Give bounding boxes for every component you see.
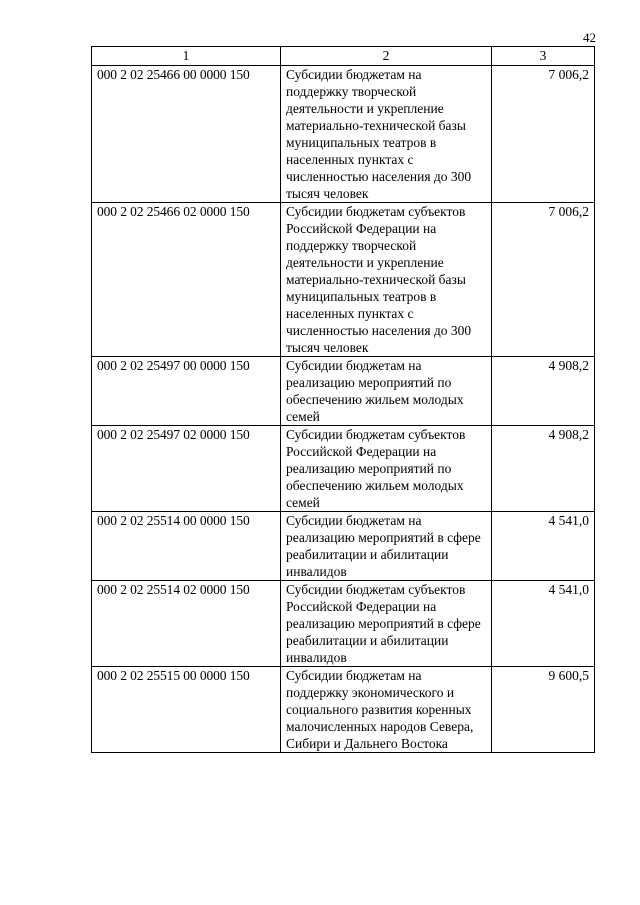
row-code: 000 2 02 25515 00 0000 150: [92, 667, 281, 753]
row-amount: 4 541,0: [492, 581, 595, 667]
row-code: 000 2 02 25466 02 0000 150: [92, 203, 281, 357]
row-name: Субсидии бюджетам субъектов Российской Федерации на реализацию мероприятий по обеспечению жильем молодых семей: [281, 426, 492, 512]
row-name: Субсидии бюджетам на поддержку экономического и социального развития коренных малочисленных народов Севера, Сибири и Дальнего Востока: [281, 667, 492, 753]
row-name: Субсидии бюджетам на реализацию мероприятий в сфере реабилитации и абилитации инвалидов: [281, 512, 492, 581]
row-amount: 4 908,2: [492, 426, 595, 512]
row-name: Субсидии бюджетам на реализацию мероприятий по обеспечению жильем молодых семей: [281, 357, 492, 426]
row-code: 000 2 02 25497 00 0000 150: [92, 357, 281, 426]
row-amount: 4 541,0: [492, 512, 595, 581]
table-header: [92, 47, 595, 66]
table-row: [92, 581, 595, 667]
row-code: 000 2 02 25514 02 0000 150: [92, 581, 281, 667]
page-number: 42: [583, 30, 596, 45]
row-amount: 7 006,2: [492, 66, 595, 203]
table-row: [92, 667, 595, 753]
table-row: [92, 426, 595, 512]
row-name: Субсидии бюджетам на поддержку творческой деятельности и укрепление материально-технической базы муниципальных театров в населенных пунктах с численностью населения до 300 тысяч человек: [281, 66, 492, 203]
table-body: [92, 66, 595, 753]
column-header-name: 2: [281, 47, 492, 66]
header-row: [92, 47, 595, 66]
table-row: [92, 66, 595, 203]
row-name: Субсидии бюджетам субъектов Российской Федерации на поддержку творческой деятельности и укрепление материально-технической базы муниципальных театров в населенных пунктах с численностью населения до 300 тысяч человек: [281, 203, 492, 357]
table-row: [92, 357, 595, 426]
row-code: 000 2 02 25466 00 0000 150: [92, 66, 281, 203]
row-code: 000 2 02 25497 02 0000 150: [92, 426, 281, 512]
row-amount: 7 006,2: [492, 203, 595, 357]
row-name: Субсидии бюджетам субъектов Российской Федерации на реализацию мероприятий в сфере реабилитации и абилитации инвалидов: [281, 581, 492, 667]
column-header-amount: 3: [492, 47, 595, 66]
column-header-code: 1: [92, 47, 281, 66]
budget-table: [91, 46, 595, 753]
row-amount: 4 908,2: [492, 357, 595, 426]
table-row: [92, 512, 595, 581]
row-amount: 9 600,5: [492, 667, 595, 753]
row-code: 000 2 02 25514 00 0000 150: [92, 512, 281, 581]
table-row: [92, 203, 595, 357]
